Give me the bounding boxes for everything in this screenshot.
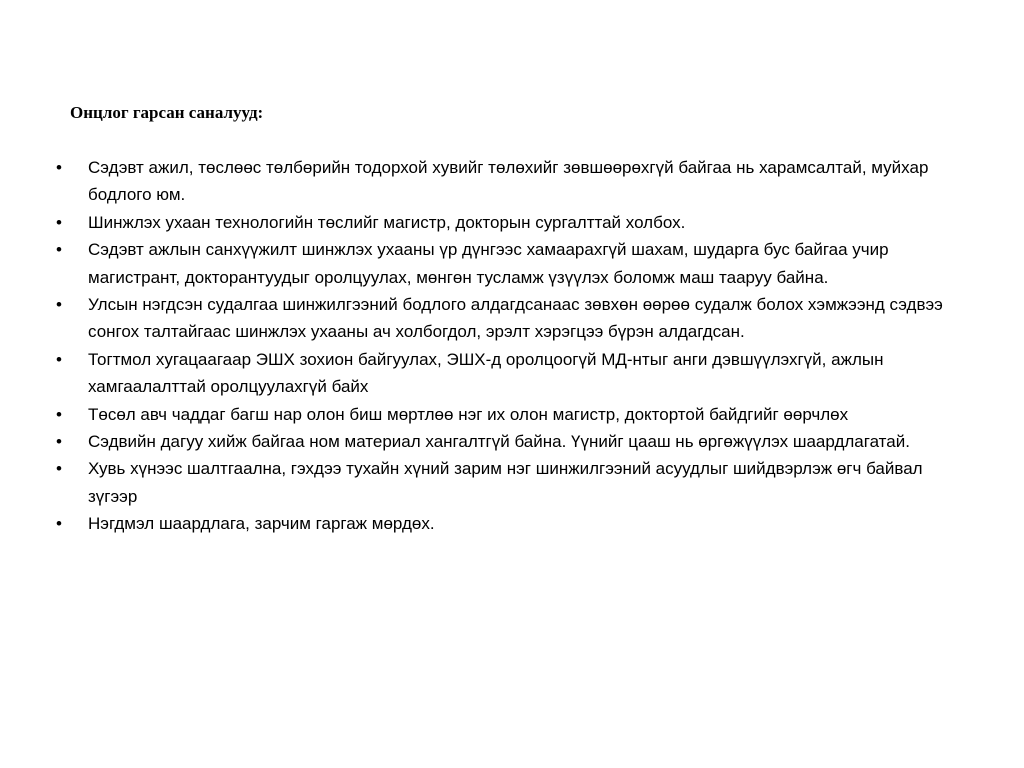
list-item-text: Тогтмол хугацаагаар ЭШХ зохион байгуулах, ЭШХ-д оролцоогүй МД-нтыг анги дэвшүүлэхгүй, ажлын хамгаалалттай оролцуулахгүй байх	[88, 349, 884, 397]
bullet-icon: •	[56, 432, 62, 452]
list-item	[52, 346, 972, 401]
bullet-icon: •	[56, 404, 62, 424]
list-item-text: Шинжлэх ухаан технологийн төслийг магистр, докторын сургалттай холбох.	[88, 212, 686, 232]
list-item-text: Сэдвийн дагуу хийж байгаа ном материал хангалтгүй байна. Үүнийг цааш нь өргөжүүлэх шаардлагатай.	[88, 432, 910, 452]
bullet-icon: •	[56, 514, 62, 534]
list-item	[52, 236, 972, 291]
bullet-icon: •	[56, 212, 62, 232]
list-item-text: Улсын нэгдсэн судалгаа шинжилгээний бодлого алдагдсанаас зөвхөн өөрөө судалж болох хэмжээнд сэдвээ сонгох талтайгаас шинжлэх ухааны ач холбогдол, эрэлт хэрэгцээ бүрэн алдагдсан.	[88, 295, 943, 342]
list-item-text: Сэдэвт ажил, төслөөс төлбөрийн тодорхой хувийг төлөхийг зөвшөөрөхгүй байгаа нь харамсалтай, муйхар бодлого юм.	[88, 158, 929, 205]
list-item-text: Хувь хүнээс шалтгаална, гэхдээ тухайн хүний зарим нэг шинжилгээний асуудлыг шийдвэрлэж өгч байвал зүгээр	[88, 459, 923, 506]
list-item	[52, 291, 972, 346]
bullet-icon: •	[56, 459, 62, 479]
bullet-icon: •	[56, 240, 62, 260]
list-item	[52, 455, 972, 510]
list-item-text: Төсөл авч чаддаг багш нар олон биш мөртлөө нэг их олон магистр, доктортой байдгийг өөрчлөх	[88, 404, 849, 424]
list-item	[52, 209, 972, 236]
list-item-text: Сэдэвт ажлын санхүүжилт шинжлэх ухааны үр дүнгээс хамаарахгүй шахам, шударга бус байгаа учир магистрант, докторантуудыг оролцуулах, мөнгөн тусламж үзүүлэх боломж маш тааруу байна.	[88, 240, 889, 287]
list-item	[52, 154, 972, 209]
bullet-icon: •	[56, 158, 62, 177]
bullet-icon: •	[56, 349, 62, 369]
proposal-list	[52, 154, 972, 538]
document-title: Онцлог гарсан саналууд:	[70, 103, 264, 122]
bullet-icon: •	[56, 295, 62, 315]
list-item-text: Нэгдмэл шаардлага, зарчим гаргаж мөрдөх.	[88, 514, 435, 534]
list-item	[52, 401, 972, 428]
list-item	[52, 510, 972, 537]
list-item	[52, 428, 972, 455]
